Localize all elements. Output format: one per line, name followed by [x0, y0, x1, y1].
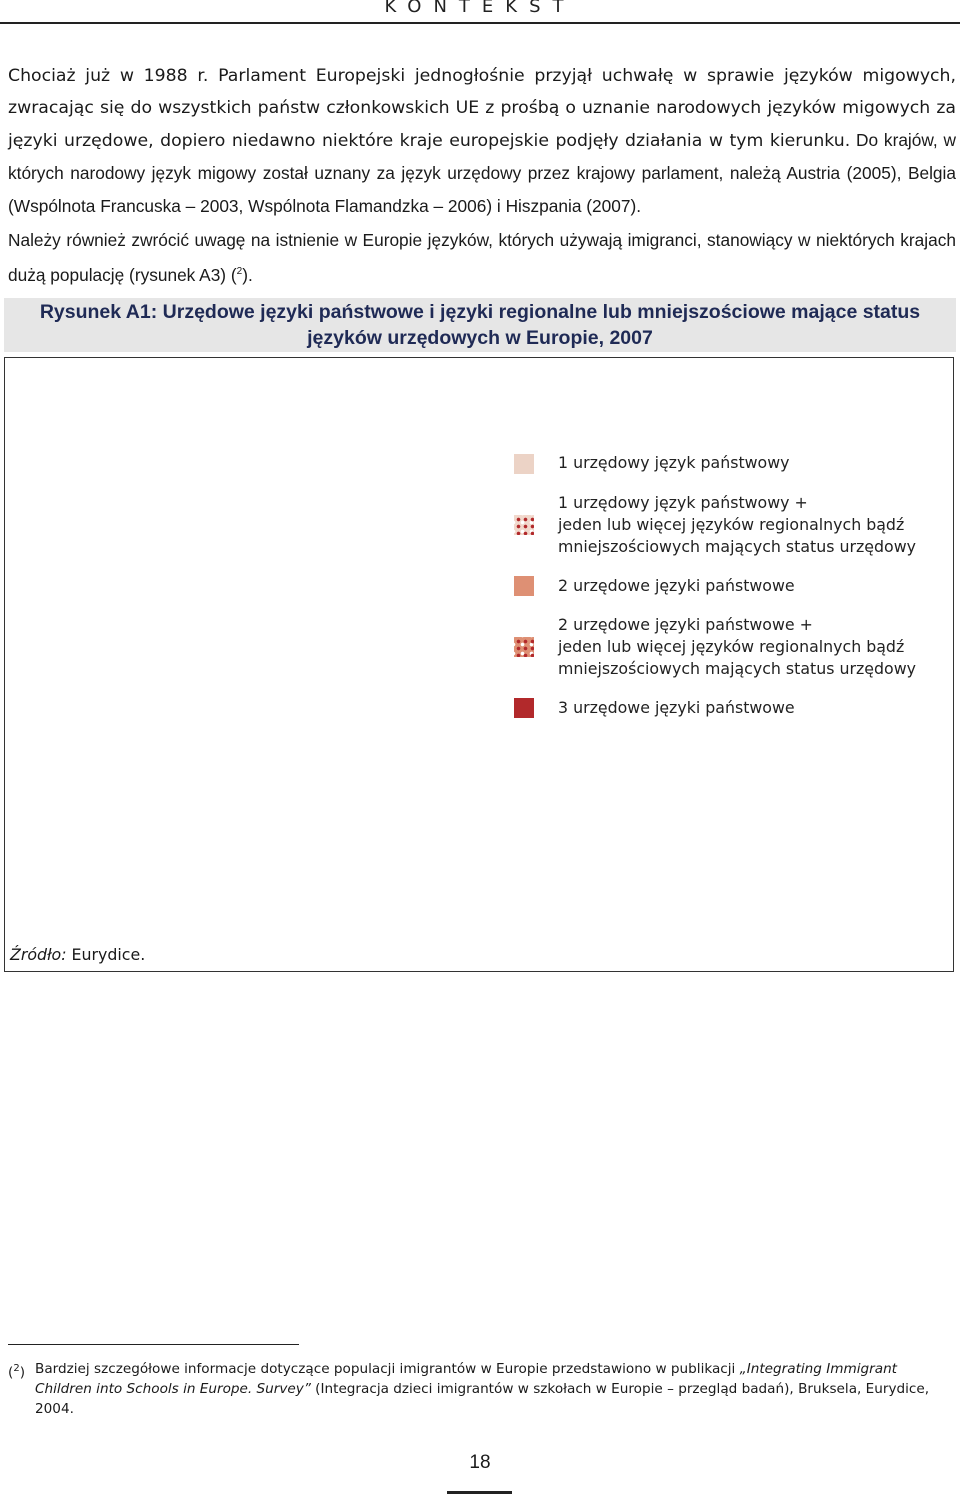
- legend-swatch: [514, 515, 534, 535]
- figure-title-line-2: języków urzędowych w Europie, 2007: [307, 327, 653, 349]
- legend-swatch: [514, 576, 534, 596]
- footnote-text: [35, 1359, 955, 1419]
- page-number: 18: [469, 1452, 491, 1473]
- legend-label: 2 urzędowe języki państwowe + jeden lub więcej języków regionalnych bądź mniejszościowych mających status urzędowy: [558, 615, 916, 678]
- paragraph-1-part-a: Chociaż już w 1988 r. Parlament Europejski jednogłośnie przyjął uchwałę w sprawie języków migowych, zwracając się do wszystkich państw członkowskich UE z prośbą o uznanie narodowych języków migowych za języki urzędowe, dopiero niedawno niektóre kraje europejskie podjęły działania w tym kierunku.: [8, 66, 956, 151]
- legend-label: 1 urzędowy język państwowy + jeden lub więcej języków regionalnych bądź mniejszościowych mających status urzędowy: [558, 493, 916, 556]
- legend-swatch: [514, 454, 534, 474]
- legend-swatch: [514, 637, 534, 657]
- body-paragraph-1: [8, 60, 956, 223]
- footnote-text-a: Bardziej szczegółowe informacje dotyczące populacji imigrantów w Europie przedstawiono w publikacji: [35, 1361, 740, 1377]
- footnote-marker-number: 2: [13, 1363, 20, 1374]
- legend-label: 3 urzędowe języki państwowe: [558, 698, 795, 717]
- footnote-italic-title: „Integrating Immigrant Children into Schools in Europe. Survey”: [35, 1361, 898, 1397]
- footnote-marker: ($^2$): [8, 1363, 25, 1381]
- legend-label: 1 urzędowy język państwowy: [558, 453, 790, 472]
- header-rule: [0, 22, 960, 24]
- body-paragraph-2: [8, 224, 956, 291]
- footnote-rule: [8, 1344, 299, 1345]
- source-value: Eurydice.: [66, 945, 146, 964]
- footnote-ref: 2: [236, 266, 243, 277]
- footnote-text-b: (Integracja dzieci imigrantów w szkołach w Europie – przegląd badań), Bruksela, Eurydice, 2004.: [35, 1381, 930, 1417]
- running-header: KONTEKST: [384, 0, 576, 17]
- figure-title: [4, 298, 956, 352]
- page-number-rule: [447, 1491, 512, 1494]
- figure-source: [10, 945, 145, 964]
- source-label: Źródło:: [10, 945, 67, 964]
- paragraph-2-text: Należy również zwrócić uwagę na istnienie w Europie języków, których używają imigranci, stanowiący w niektórych krajach dużą populację (rysunek A3) (: [8, 230, 956, 285]
- legend-swatch: [514, 698, 534, 718]
- figure-title-line-1: Rysunek A1: Urzędowe języki państwowe i języki regionalne lub mniejszościowe mające status: [39, 301, 921, 323]
- paragraph-2-end: ).: [242, 264, 253, 285]
- paragraph-1-part-b: Do krajów, w których narodowy język migowy został uznany za język urzędowy przez krajowy parlament, należą Austria (2005), Belgia (Wspólnota Francuska – 2003, Wspólnota Flamandzka – 2006) i Hiszpania (2007).: [8, 130, 957, 216]
- legend-label: 2 urzędowe języki państwowe: [558, 576, 795, 595]
